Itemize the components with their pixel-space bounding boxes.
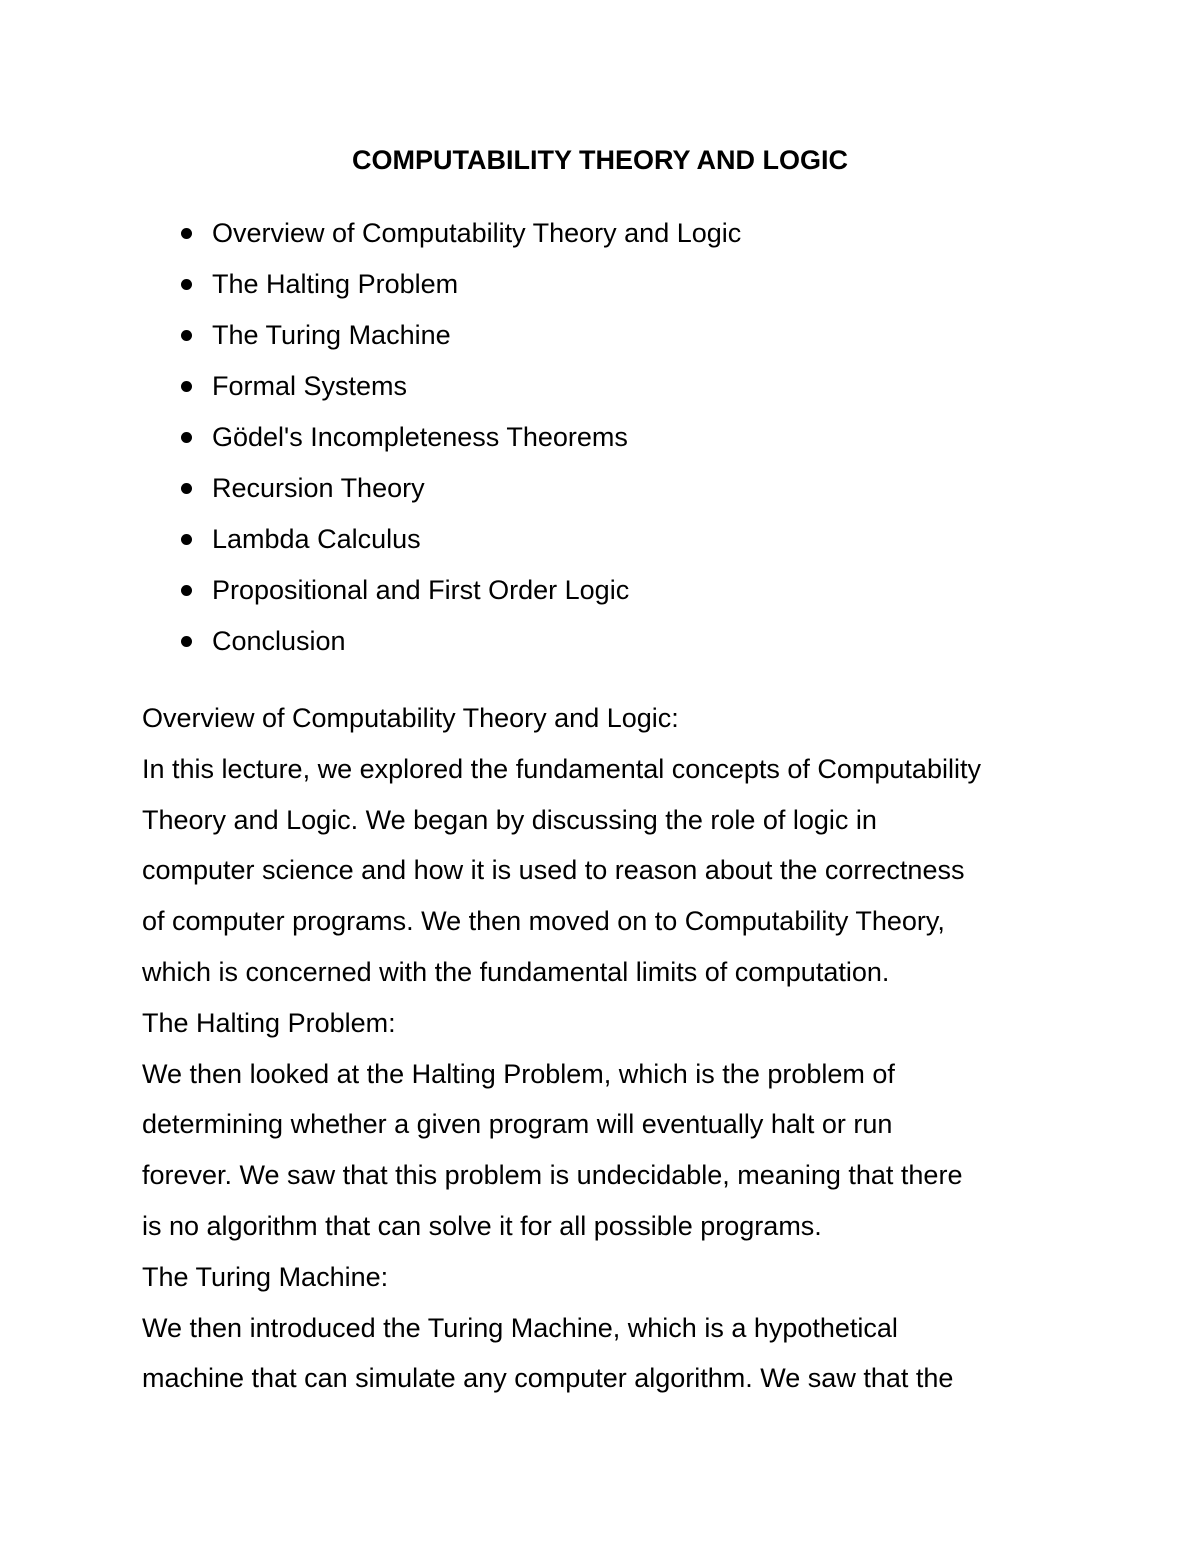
topic-list	[178, 213, 741, 672]
topic-label: The Halting Problem	[212, 269, 459, 299]
paragraph-line: is no algorithm that can solve it for all possible programs.	[142, 1210, 822, 1241]
section-heading-halting-problem: The Halting Problem:	[142, 1007, 396, 1038]
bullet-icon	[181, 381, 192, 392]
paragraph-line: machine that can simulate any computer algorithm. We saw that the	[142, 1363, 954, 1394]
bullet-icon	[181, 330, 192, 341]
topic-list-item	[178, 519, 741, 570]
bullet-icon	[181, 432, 192, 443]
topic-label: Gödel's Incompleteness Theorems	[212, 422, 628, 452]
topic-list-item	[178, 315, 741, 366]
paragraph-line: Theory and Logic. We began by discussing the role of logic in	[142, 804, 877, 835]
paragraph-line: forever. We saw that this problem is undecidable, meaning that there	[142, 1160, 963, 1191]
bullet-icon	[181, 279, 192, 290]
topic-label: Propositional and First Order Logic	[212, 575, 630, 605]
document-title: COMPUTABILITY THEORY AND LOGIC	[351, 145, 848, 175]
topic-label: Overview of Computability Theory and Logic	[212, 218, 742, 248]
topic-list-item	[178, 468, 741, 519]
topic-label: Lambda Calculus	[212, 524, 421, 554]
topic-list-item	[178, 264, 741, 315]
topic-label: Formal Systems	[212, 371, 408, 401]
topic-list-item	[178, 570, 741, 621]
topic-label: The Turing Machine	[212, 320, 451, 350]
topic-label: Recursion Theory	[212, 473, 425, 503]
paragraph-line: determining whether a given program will eventually halt or run	[142, 1109, 893, 1140]
section-heading-overview: Overview of Computability Theory and Logic:	[142, 703, 679, 733]
paragraph-line: computer science and how it is used to reason about the correctness	[142, 855, 965, 886]
paragraph-line: In this lecture, we explored the fundamental concepts of Computability	[142, 753, 981, 784]
bullet-icon	[181, 483, 192, 494]
topic-list-item	[178, 213, 741, 264]
bullet-icon	[181, 636, 192, 647]
section-heading-turing-machine: The Turing Machine:	[142, 1261, 389, 1292]
topic-list-item	[178, 417, 741, 468]
topic-list-item	[178, 366, 741, 417]
topic-label: Conclusion	[212, 626, 346, 656]
bullet-icon	[181, 585, 192, 596]
bullet-icon	[181, 534, 192, 545]
bullet-icon	[181, 228, 192, 239]
paragraph-line: of computer programs. We then moved on to Computability Theory,	[142, 906, 945, 937]
paragraph-line: which is concerned with the fundamental limits of computation.	[142, 956, 890, 987]
paragraph-line: We then looked at the Halting Problem, which is the problem of	[142, 1058, 895, 1089]
document-body	[142, 693, 1102, 1404]
paragraph-line: We then introduced the Turing Machine, which is a hypothetical	[142, 1312, 898, 1343]
topic-list-item	[178, 621, 741, 672]
